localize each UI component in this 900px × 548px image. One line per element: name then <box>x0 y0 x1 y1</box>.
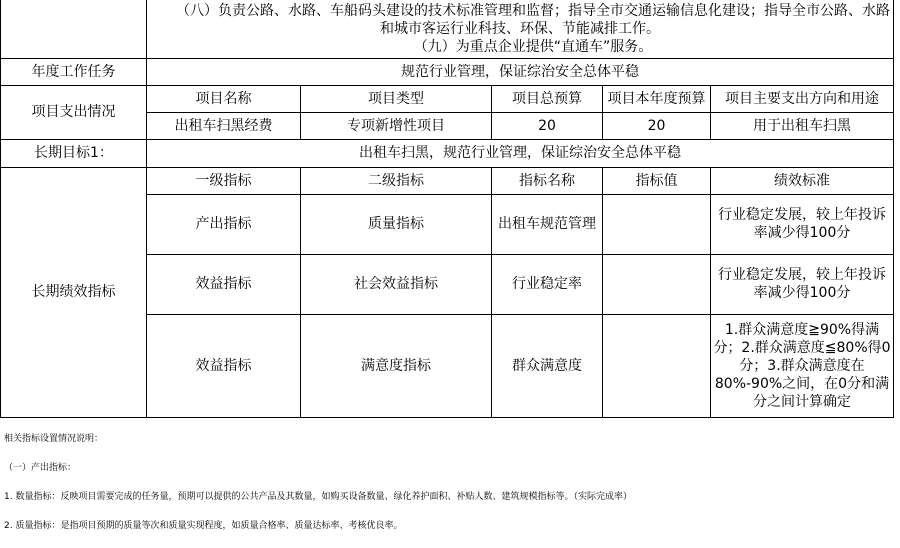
indicator-level2: 满意度指标 <box>301 314 492 417</box>
indicator-level1: 效益指标 <box>147 314 301 417</box>
duties-label-cell <box>1 0 147 58</box>
indicator-level2: 质量指标 <box>301 194 492 254</box>
indicator-standard: 1.群众满意度≧90%得满分；2.群众满意度≦80%得0分；3.群众满意度在80%-90%之间，在0分和满分之间计算确定 <box>711 314 894 417</box>
annual-task-label: 年度工作任务 <box>1 58 147 85</box>
cell-annual-budget: 20 <box>603 112 711 139</box>
header-expense-purpose: 项目主要支出方向和用途 <box>711 85 894 112</box>
duties-row <box>1 0 894 58</box>
duties-cell <box>147 0 894 58</box>
indicator-level1: 产出指标 <box>147 194 301 254</box>
indicator-level2: 社会效益指标 <box>301 254 492 314</box>
notes-section-output: （一）产出指标： <box>4 463 77 473</box>
indicator-value <box>603 194 711 254</box>
header-level1: 一级指标 <box>147 167 301 194</box>
header-indicator-name: 指标名称 <box>492 167 603 194</box>
indicators-label: 长期绩效指标 <box>1 167 147 417</box>
cell-project-type: 专项新增性项目 <box>301 112 492 139</box>
notes-item-quantity: 1. 数量指标：反映项目需要完成的任务量，预期可以提供的公共产品及其数量，如购买设备数量、绿化养护面积、补贴人数、建筑规模指标等。（实际完成率） <box>4 492 632 502</box>
indicator-value <box>603 314 711 417</box>
duty-item-9: （九）为重点企业提供“直通车”服务。 <box>413 38 653 55</box>
notes-section <box>4 432 884 548</box>
notes-item-quality: 2. 质量指标：是指项目预期的质量等次和质量实现程度，如质量合格率、质量达标率、考核优良率。 <box>4 521 403 531</box>
header-standard: 绩效标准 <box>711 167 894 194</box>
indicator-name: 出租车规范管理 <box>492 194 603 254</box>
indicator-level1: 效益指标 <box>147 254 301 314</box>
duty-item-8: （八）负责公路、水路、车船码头建设的技术标准管理和监督；指导全市交通运输信息化建设；指导全市公路、水路和城市客运行业科技、环保、节能减排工作。 <box>176 2 890 37</box>
long-term-goal-row <box>1 139 894 167</box>
notes-title: 相关指标设置情况说明： <box>4 434 104 444</box>
cell-expense-purpose: 用于出租车扫黑 <box>711 112 894 139</box>
long-term-goal-label: 长期目标1： <box>1 139 147 167</box>
cell-project-name: 出租车扫黑经费 <box>147 112 301 139</box>
long-term-goal-value: 出租车扫黑，规范行业管理，保证综治安全总体平稳 <box>147 139 894 167</box>
indicator-standard: 行业稳定发展，较上年投诉率减少得100分 <box>711 194 894 254</box>
header-project-name: 项目名称 <box>147 85 301 112</box>
header-level2: 二级指标 <box>301 167 492 194</box>
header-total-budget: 项目总预算 <box>492 85 603 112</box>
header-indicator-value: 指标值 <box>603 167 711 194</box>
header-annual-budget: 项目本年度预算 <box>603 85 711 112</box>
annual-task-value: 规范行业管理，保证综治安全总体平稳 <box>147 58 894 85</box>
expenditure-label: 项目支出情况 <box>1 85 147 139</box>
cell-total-budget: 20 <box>492 112 603 139</box>
annual-task-row <box>1 58 894 85</box>
indicator-name: 行业稳定率 <box>492 254 603 314</box>
expenditure-header-row <box>1 85 894 112</box>
indicator-value <box>603 254 711 314</box>
header-project-type: 项目类型 <box>301 85 492 112</box>
indicator-header-row <box>1 167 894 194</box>
indicator-standard: 行业稳定发展，较上年投诉率减少得100分 <box>711 254 894 314</box>
indicator-name: 群众满意度 <box>492 314 603 417</box>
